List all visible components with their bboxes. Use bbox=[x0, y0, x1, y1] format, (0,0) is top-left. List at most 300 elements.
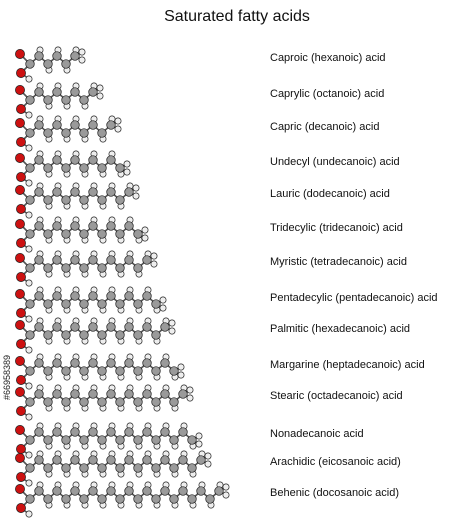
carbon-atom bbox=[26, 300, 35, 309]
carbon-atom bbox=[71, 359, 80, 368]
carbon-atom bbox=[170, 436, 179, 445]
oxygen-atom bbox=[15, 153, 24, 162]
hydrogen-atom bbox=[205, 461, 211, 467]
carbon-atom bbox=[179, 456, 188, 465]
hydrogen-atom bbox=[133, 193, 139, 199]
carbon-atom bbox=[107, 188, 116, 197]
carbon-atom bbox=[89, 487, 98, 496]
acid-label: Palmitic (hexadecanoic) acid bbox=[270, 323, 411, 335]
carbon-atom bbox=[188, 436, 197, 445]
molecule-model bbox=[15, 251, 157, 286]
carbon-atom bbox=[26, 436, 35, 445]
hydrogen-atom bbox=[196, 441, 202, 447]
carbon-atom bbox=[152, 367, 161, 376]
carbon-atom bbox=[80, 196, 89, 205]
oxygen-atom bbox=[16, 375, 25, 384]
molecule-model bbox=[15, 385, 193, 420]
carbon-atom bbox=[143, 256, 152, 265]
carbon-atom bbox=[107, 428, 116, 437]
molecule-model bbox=[15, 451, 211, 486]
oxygen-atom bbox=[16, 68, 25, 77]
carbon-atom bbox=[35, 428, 44, 437]
hydrogen-atom bbox=[26, 180, 32, 186]
carbon-atom bbox=[44, 60, 53, 69]
carbon-atom bbox=[134, 495, 143, 504]
carbon-atom bbox=[98, 367, 107, 376]
carbon-atom bbox=[44, 230, 53, 239]
diagram-title: Saturated fatty acids bbox=[164, 8, 310, 25]
hydrogen-atom bbox=[142, 235, 148, 241]
carbon-atom bbox=[71, 428, 80, 437]
carbon-atom bbox=[107, 359, 116, 368]
molecule-model bbox=[15, 482, 229, 517]
carbon-atom bbox=[62, 398, 71, 407]
carbon-atom bbox=[152, 495, 161, 504]
carbon-atom bbox=[53, 188, 62, 197]
carbon-atom bbox=[89, 88, 98, 97]
carbon-atom bbox=[35, 121, 44, 130]
carbon-atom bbox=[80, 464, 89, 473]
acid-label: Myristic (tetradecanoic) acid bbox=[270, 256, 407, 268]
molecule-model bbox=[15, 423, 202, 458]
carbon-atom bbox=[26, 367, 35, 376]
oxygen-atom bbox=[15, 185, 24, 194]
carbon-atom bbox=[161, 456, 170, 465]
carbon-atom bbox=[62, 196, 71, 205]
carbon-atom bbox=[107, 323, 116, 332]
hydrogen-atom bbox=[223, 484, 229, 490]
carbon-atom bbox=[80, 300, 89, 309]
carbon-atom bbox=[107, 121, 116, 130]
carbon-atom bbox=[143, 428, 152, 437]
carbon-atom bbox=[188, 495, 197, 504]
carbon-atom bbox=[89, 456, 98, 465]
carbon-atom bbox=[161, 428, 170, 437]
hydrogen-atom bbox=[187, 395, 193, 401]
hydrogen-atom bbox=[160, 305, 166, 311]
carbon-atom bbox=[26, 264, 35, 273]
hydrogen-atom bbox=[26, 452, 32, 458]
carbon-atom bbox=[107, 456, 116, 465]
carbon-atom bbox=[107, 390, 116, 399]
carbon-atom bbox=[116, 367, 125, 376]
carbon-atom bbox=[89, 156, 98, 165]
molecule-model bbox=[15, 151, 130, 186]
oxygen-atom bbox=[16, 472, 25, 481]
carbon-atom bbox=[35, 222, 44, 231]
acid-label: Pentadecylic (pentadecanoic) acid bbox=[270, 292, 438, 304]
carbon-atom bbox=[161, 323, 170, 332]
carbon-atom bbox=[143, 487, 152, 496]
carbon-atom bbox=[89, 390, 98, 399]
carbon-atom bbox=[53, 292, 62, 301]
carbon-atom bbox=[116, 164, 125, 173]
carbon-atom bbox=[116, 331, 125, 340]
carbon-atom bbox=[116, 436, 125, 445]
carbon-atom bbox=[215, 487, 224, 496]
hydrogen-atom bbox=[151, 253, 157, 259]
carbon-atom bbox=[80, 96, 89, 105]
oxygen-atom bbox=[16, 172, 25, 181]
carbon-atom bbox=[134, 331, 143, 340]
acid-label: Capric (decanoic) acid bbox=[270, 121, 380, 133]
carbon-atom bbox=[143, 292, 152, 301]
carbon-atom bbox=[89, 188, 98, 197]
carbon-atom bbox=[35, 52, 44, 61]
carbon-atom bbox=[26, 60, 35, 69]
oxygen-atom bbox=[16, 238, 25, 247]
hydrogen-atom bbox=[26, 76, 32, 82]
hydrogen-atom bbox=[178, 364, 184, 370]
hydrogen-atom bbox=[26, 112, 32, 118]
carbon-atom bbox=[44, 264, 53, 273]
oxygen-atom bbox=[15, 118, 24, 127]
carbon-atom bbox=[116, 464, 125, 473]
carbon-atom bbox=[170, 495, 179, 504]
acid-label: Behenic (docosanoic acid) bbox=[270, 487, 400, 499]
carbon-atom bbox=[44, 96, 53, 105]
carbon-atom bbox=[134, 367, 143, 376]
carbon-atom bbox=[53, 222, 62, 231]
carbon-atom bbox=[26, 230, 35, 239]
carbon-atom bbox=[26, 196, 35, 205]
carbon-atom bbox=[161, 390, 170, 399]
carbon-atom bbox=[35, 256, 44, 265]
oxygen-atom bbox=[15, 453, 24, 462]
hydrogen-atom bbox=[26, 316, 32, 322]
acid-label: Caprylic (octanoic) acid bbox=[270, 88, 385, 100]
carbon-atom bbox=[134, 436, 143, 445]
molecule-model bbox=[15, 47, 85, 82]
carbon-atom bbox=[71, 292, 80, 301]
hydrogen-atom bbox=[124, 169, 130, 175]
hydrogen-atom bbox=[169, 320, 175, 326]
carbon-atom bbox=[44, 331, 53, 340]
hydrogen-atom bbox=[124, 161, 130, 167]
hydrogen-atom bbox=[26, 145, 32, 151]
carbon-atom bbox=[53, 52, 62, 61]
molecule-model bbox=[15, 354, 184, 389]
carbon-atom bbox=[53, 359, 62, 368]
carbon-atom bbox=[98, 230, 107, 239]
carbon-atom bbox=[134, 264, 143, 273]
carbon-atom bbox=[71, 188, 80, 197]
oxygen-atom bbox=[15, 49, 24, 58]
oxygen-atom bbox=[16, 137, 25, 146]
carbon-atom bbox=[125, 390, 134, 399]
hydrogen-atom bbox=[160, 297, 166, 303]
carbon-atom bbox=[116, 495, 125, 504]
oxygen-atom bbox=[15, 253, 24, 262]
oxygen-atom bbox=[15, 484, 24, 493]
carbon-atom bbox=[35, 292, 44, 301]
carbon-atom bbox=[143, 456, 152, 465]
carbon-atom bbox=[44, 436, 53, 445]
carbon-atom bbox=[44, 367, 53, 376]
carbon-atom bbox=[53, 88, 62, 97]
carbon-atom bbox=[62, 367, 71, 376]
hydrogen-atom bbox=[26, 383, 32, 389]
carbon-atom bbox=[62, 60, 71, 69]
carbon-atom bbox=[26, 331, 35, 340]
carbon-atom bbox=[179, 428, 188, 437]
carbon-atom bbox=[80, 331, 89, 340]
carbon-atom bbox=[188, 464, 197, 473]
carbon-atom bbox=[44, 464, 53, 473]
oxygen-atom bbox=[16, 104, 25, 113]
hydrogen-atom bbox=[26, 347, 32, 353]
carbon-atom bbox=[197, 487, 206, 496]
carbon-atom bbox=[71, 456, 80, 465]
carbon-atom bbox=[35, 156, 44, 165]
carbon-atom bbox=[116, 264, 125, 273]
carbon-atom bbox=[71, 487, 80, 496]
carbon-atom bbox=[44, 398, 53, 407]
carbon-atom bbox=[89, 256, 98, 265]
carbon-atom bbox=[125, 428, 134, 437]
carbon-atom bbox=[107, 156, 116, 165]
oxygen-atom bbox=[15, 387, 24, 396]
carbon-atom bbox=[53, 487, 62, 496]
molecule-model bbox=[15, 116, 121, 151]
carbon-atom bbox=[125, 456, 134, 465]
carbon-atom bbox=[71, 256, 80, 265]
molecule-model bbox=[15, 318, 175, 353]
carbon-atom bbox=[89, 121, 98, 130]
carbon-atom bbox=[80, 264, 89, 273]
carbon-atom bbox=[125, 292, 134, 301]
stock-watermark: #66958389 bbox=[2, 354, 12, 400]
carbon-atom bbox=[62, 164, 71, 173]
carbon-atom bbox=[80, 164, 89, 173]
carbon-atom bbox=[152, 398, 161, 407]
carbon-atom bbox=[125, 188, 134, 197]
carbon-atom bbox=[98, 436, 107, 445]
oxygen-atom bbox=[16, 503, 25, 512]
hydrogen-atom bbox=[26, 212, 32, 218]
carbon-atom bbox=[44, 300, 53, 309]
carbon-atom bbox=[143, 323, 152, 332]
acid-label: Tridecylic (tridecanoic) acid bbox=[270, 222, 403, 234]
hydrogen-atom bbox=[151, 261, 157, 267]
molecule-model bbox=[15, 217, 148, 252]
carbon-atom bbox=[116, 230, 125, 239]
carbon-atom bbox=[170, 367, 179, 376]
hydrogen-atom bbox=[26, 480, 32, 486]
carbon-atom bbox=[62, 495, 71, 504]
hydrogen-atom bbox=[187, 387, 193, 393]
carbon-atom bbox=[107, 292, 116, 301]
carbon-atom bbox=[44, 495, 53, 504]
carbon-atom bbox=[62, 436, 71, 445]
carbon-atom bbox=[170, 398, 179, 407]
molecule-model bbox=[15, 183, 139, 218]
carbon-atom bbox=[53, 121, 62, 130]
carbon-atom bbox=[53, 256, 62, 265]
acid-label: Stearic (octadecanoic) acid bbox=[270, 390, 403, 402]
carbon-atom bbox=[53, 456, 62, 465]
hydrogen-atom bbox=[97, 93, 103, 99]
carbon-atom bbox=[71, 390, 80, 399]
carbon-atom bbox=[89, 222, 98, 231]
carbon-atom bbox=[152, 436, 161, 445]
carbon-atom bbox=[53, 323, 62, 332]
carbon-atom bbox=[116, 300, 125, 309]
carbon-atom bbox=[80, 436, 89, 445]
carbon-atom bbox=[161, 359, 170, 368]
carbon-atom bbox=[71, 88, 80, 97]
carbon-atom bbox=[62, 96, 71, 105]
carbon-atom bbox=[62, 331, 71, 340]
hydrogen-atom bbox=[169, 328, 175, 334]
oxygen-atom bbox=[15, 85, 24, 94]
acid-label: Caproic (hexanoic) acid bbox=[270, 52, 386, 64]
oxygen-atom bbox=[15, 356, 24, 365]
oxygen-atom bbox=[15, 320, 24, 329]
carbon-atom bbox=[134, 464, 143, 473]
hydrogen-atom bbox=[115, 126, 121, 132]
carbon-atom bbox=[80, 398, 89, 407]
carbon-atom bbox=[98, 331, 107, 340]
carbon-atom bbox=[44, 164, 53, 173]
carbon-atom bbox=[62, 300, 71, 309]
carbon-atom bbox=[89, 428, 98, 437]
carbon-atom bbox=[26, 464, 35, 473]
acid-label: Lauric (dodecanoic) acid bbox=[270, 188, 390, 200]
carbon-atom bbox=[71, 52, 80, 61]
carbon-atom bbox=[26, 164, 35, 173]
hydrogen-atom bbox=[133, 185, 139, 191]
carbon-atom bbox=[134, 300, 143, 309]
hydrogen-atom bbox=[79, 49, 85, 55]
carbon-atom bbox=[62, 464, 71, 473]
carbon-atom bbox=[26, 495, 35, 504]
carbon-atom bbox=[98, 495, 107, 504]
carbon-atom bbox=[35, 359, 44, 368]
hydrogen-atom bbox=[26, 414, 32, 420]
carbon-atom bbox=[35, 323, 44, 332]
carbon-atom bbox=[98, 164, 107, 173]
carbon-atom bbox=[107, 256, 116, 265]
carbon-atom bbox=[161, 487, 170, 496]
oxygen-atom bbox=[16, 308, 25, 317]
carbon-atom bbox=[26, 96, 35, 105]
oxygen-atom bbox=[16, 272, 25, 281]
carbon-atom bbox=[98, 300, 107, 309]
carbon-atom bbox=[35, 456, 44, 465]
carbon-atom bbox=[107, 222, 116, 231]
carbon-atom bbox=[98, 264, 107, 273]
carbon-atom bbox=[125, 323, 134, 332]
carbon-atom bbox=[53, 390, 62, 399]
carbon-atom bbox=[143, 390, 152, 399]
carbon-atom bbox=[98, 464, 107, 473]
carbon-atom bbox=[35, 188, 44, 197]
carbon-atom bbox=[62, 230, 71, 239]
carbon-atom bbox=[80, 129, 89, 138]
carbon-atom bbox=[152, 300, 161, 309]
carbon-atom bbox=[35, 88, 44, 97]
carbon-atom bbox=[152, 464, 161, 473]
carbon-atom bbox=[98, 129, 107, 138]
carbon-atom bbox=[179, 390, 188, 399]
oxygen-atom bbox=[15, 289, 24, 298]
carbon-atom bbox=[26, 398, 35, 407]
carbon-atom bbox=[116, 398, 125, 407]
carbon-atom bbox=[53, 428, 62, 437]
carbon-atom bbox=[134, 230, 143, 239]
carbon-atom bbox=[98, 398, 107, 407]
carbon-atom bbox=[71, 121, 80, 130]
carbon-atom bbox=[143, 359, 152, 368]
oxygen-atom bbox=[16, 204, 25, 213]
hydrogen-atom bbox=[142, 227, 148, 233]
hydrogen-atom bbox=[26, 511, 32, 517]
carbon-atom bbox=[62, 129, 71, 138]
carbon-atom bbox=[62, 264, 71, 273]
hydrogen-atom bbox=[205, 453, 211, 459]
hydrogen-atom bbox=[79, 57, 85, 63]
hydrogen-atom bbox=[26, 246, 32, 252]
acid-label: Nonadecanoic acid bbox=[270, 428, 364, 440]
hydrogen-atom bbox=[196, 433, 202, 439]
carbon-atom bbox=[89, 359, 98, 368]
hydrogen-atom bbox=[115, 118, 121, 124]
carbon-atom bbox=[206, 495, 215, 504]
carbon-atom bbox=[71, 323, 80, 332]
carbon-atom bbox=[89, 292, 98, 301]
oxygen-atom bbox=[15, 219, 24, 228]
carbon-atom bbox=[71, 156, 80, 165]
hydrogen-atom bbox=[26, 280, 32, 286]
oxygen-atom bbox=[16, 339, 25, 348]
carbon-atom bbox=[134, 398, 143, 407]
carbon-atom bbox=[80, 230, 89, 239]
carbon-atom bbox=[179, 487, 188, 496]
carbon-atom bbox=[98, 196, 107, 205]
molecule-model bbox=[15, 83, 103, 118]
carbon-atom bbox=[53, 156, 62, 165]
hydrogen-atom bbox=[97, 85, 103, 91]
carbon-atom bbox=[125, 256, 134, 265]
carbon-atom bbox=[80, 495, 89, 504]
carbon-atom bbox=[152, 331, 161, 340]
carbon-atom bbox=[116, 196, 125, 205]
carbon-atom bbox=[80, 367, 89, 376]
oxygen-atom bbox=[16, 406, 25, 415]
carbon-atom bbox=[44, 196, 53, 205]
carbon-atom bbox=[170, 464, 179, 473]
oxygen-atom bbox=[16, 444, 25, 453]
hydrogen-atom bbox=[178, 372, 184, 378]
carbon-atom bbox=[125, 222, 134, 231]
hydrogen-atom bbox=[223, 492, 229, 498]
acid-label: Arachidic (eicosanoic acid) bbox=[270, 456, 401, 468]
carbon-atom bbox=[197, 456, 206, 465]
acid-label: Margarine (heptadecanoic) acid bbox=[270, 359, 425, 371]
carbon-atom bbox=[125, 487, 134, 496]
carbon-atom bbox=[44, 129, 53, 138]
carbon-atom bbox=[26, 129, 35, 138]
carbon-atom bbox=[35, 487, 44, 496]
carbon-atom bbox=[89, 323, 98, 332]
carbon-atom bbox=[35, 390, 44, 399]
molecule-model bbox=[15, 287, 166, 322]
acid-label: Undecyl (undecanoic) acid bbox=[270, 156, 400, 168]
carbon-atom bbox=[107, 487, 116, 496]
carbon-atom bbox=[71, 222, 80, 231]
oxygen-atom bbox=[15, 425, 24, 434]
